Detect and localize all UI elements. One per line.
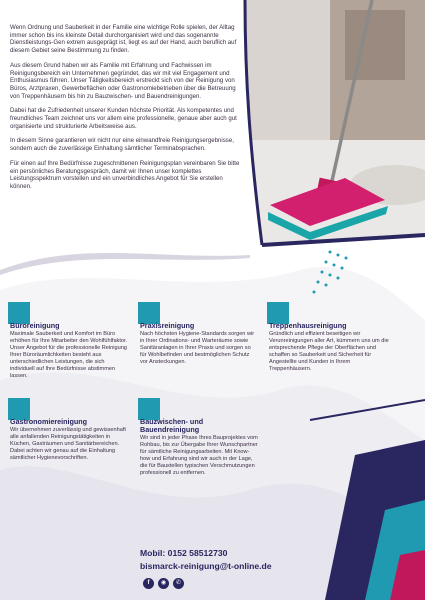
service-bauendreinigung xyxy=(140,418,258,477)
contact-block xyxy=(140,548,272,571)
instagram-icon[interactable]: ◉ xyxy=(158,578,169,589)
service-bueroreinigung xyxy=(10,322,128,380)
service-title: Gastronomiereinigung xyxy=(10,417,88,426)
service-description: Maximale Sauberkeit und Komfort im Büro erhöhen für Ihre Mitarbeiter den Wohlfühlfaktor. Unser Angebot für die professionelle Reinigung Ihrer Büroräumlichkeiten besteht aus unterschiedlichen Leistungen, die sich individuell auf Ihre Bedürfnisse abstimmen lassen. xyxy=(10,331,128,379)
service-title: Treppenhausreinigung xyxy=(269,321,347,330)
email-address[interactable]: bismarck-reinigung@t-online.de xyxy=(140,561,272,571)
service-title: Praxisreinigung xyxy=(140,321,195,330)
service-description: Gründlich und effizient beseitigen wir Verunreinigungen aller Art, kümmern uns um die entsprechende Pflege der Oberflächen und schaffen so Sauberkeit und Sicherheit für Angestellte und Kunden in Ihrem Treppenhäusern. xyxy=(269,331,389,372)
service-praxisreinigung xyxy=(140,322,258,366)
service-title: Büroreinigung xyxy=(10,321,60,330)
intro-paragraph: Aus diesem Grund haben wir als Familie mit Erfahrung und Fachwissen im Reinigungsbereich ein Unternehmen gegründet, das wir mit viel Engagement und Enthusiasmus führen. Unser Tätigkeitsbereich erstreckt sich von der Reinigung von Büros, Arztpraxen, Gewerbeflächen oder Gastronomiebetrieben über die Betreuung von Treppenhäusern bis hin zu Bauzwischen- und Bauendreinigungen. xyxy=(10,61,236,100)
intro-paragraph: Dabei hat die Zufriedenheit unserer Kunden höchste Priorität. Als kompetentes und freundliches Team zeichnet uns vor allem eine professionelle, genaue aber auch gut organisierte und strukturierte Arbeitsweise aus. xyxy=(10,107,237,130)
intro-paragraph: In diesem Sinne garantieren wir nicht nur eine einwandfreie Reinigungsergebnisse, sondern auch die zuverlässige Einhaltung sämtlicher Terminabsprachen. xyxy=(10,137,234,153)
whatsapp-icon[interactable]: ✆ xyxy=(173,578,184,589)
service-title: Bauzwischen- und Bauendreinigung xyxy=(140,417,204,434)
service-treppenhausreinigung xyxy=(269,322,389,373)
service-gastronomiereinigung xyxy=(10,418,128,462)
service-description: Wir sind in jeder Phase Ihres Bauprojektes vom Rohbau, bis zur Übergabe Ihrer Wunschpartner für sämtliche Reinigungsarbeiten. Mit Know-how und Erfahrung sind wir auch in der Lage, die für Baustellen typischen Verschmutzungen professionell zu entfernen. xyxy=(140,435,258,476)
social-icons xyxy=(143,578,184,589)
service-description: Wir übernehmen zuverlässig und gewissenhaft alle anfallenden Reinigungstätigkeiten in Küchen, Gasträumen und Sanitärbereichen. Dabei achten wir genau auf die Einhaltung sämtlicher Hygienevorschriften. xyxy=(10,427,126,461)
intro-text xyxy=(10,24,242,198)
intro-paragraph: Wenn Ordnung und Sauberkeit in der Familie eine wichtige Rolle spielen, der Alltag immer schon bis ins kleinste Detail durchorganisiert wird und das sogenannte Dienstleistungs-Gen extrem ausgeprägt ist, liegt es auf der Hand, auch beruflich auf diesem Gebiet seine Bestimmung zu finden. xyxy=(10,24,237,55)
phone-number: Mobil: 0152 58512730 xyxy=(140,548,228,558)
service-description: Nach höchsten Hygiene-Standards sorgen wir in Ihrer Ordinations- und Warteräume sowie Sanitäranlagen in Ihrer Praxis und sorgen so für Wohlbefinden und bestmöglichen Schutz vor Ansteckungen. xyxy=(140,331,255,365)
facebook-icon[interactable]: f xyxy=(143,578,154,589)
intro-paragraph: Für einen auf Ihre Bedürfnisse zugeschnittenen Reinigungsplan vereinbaren Sie bitte ein persönliches Beratungsgespräch, damit wir Ihnen unser komplettes Leistungsspektrum vorstellen und ein unverbindliches Angebot für Sie erstellen können. xyxy=(10,159,240,190)
